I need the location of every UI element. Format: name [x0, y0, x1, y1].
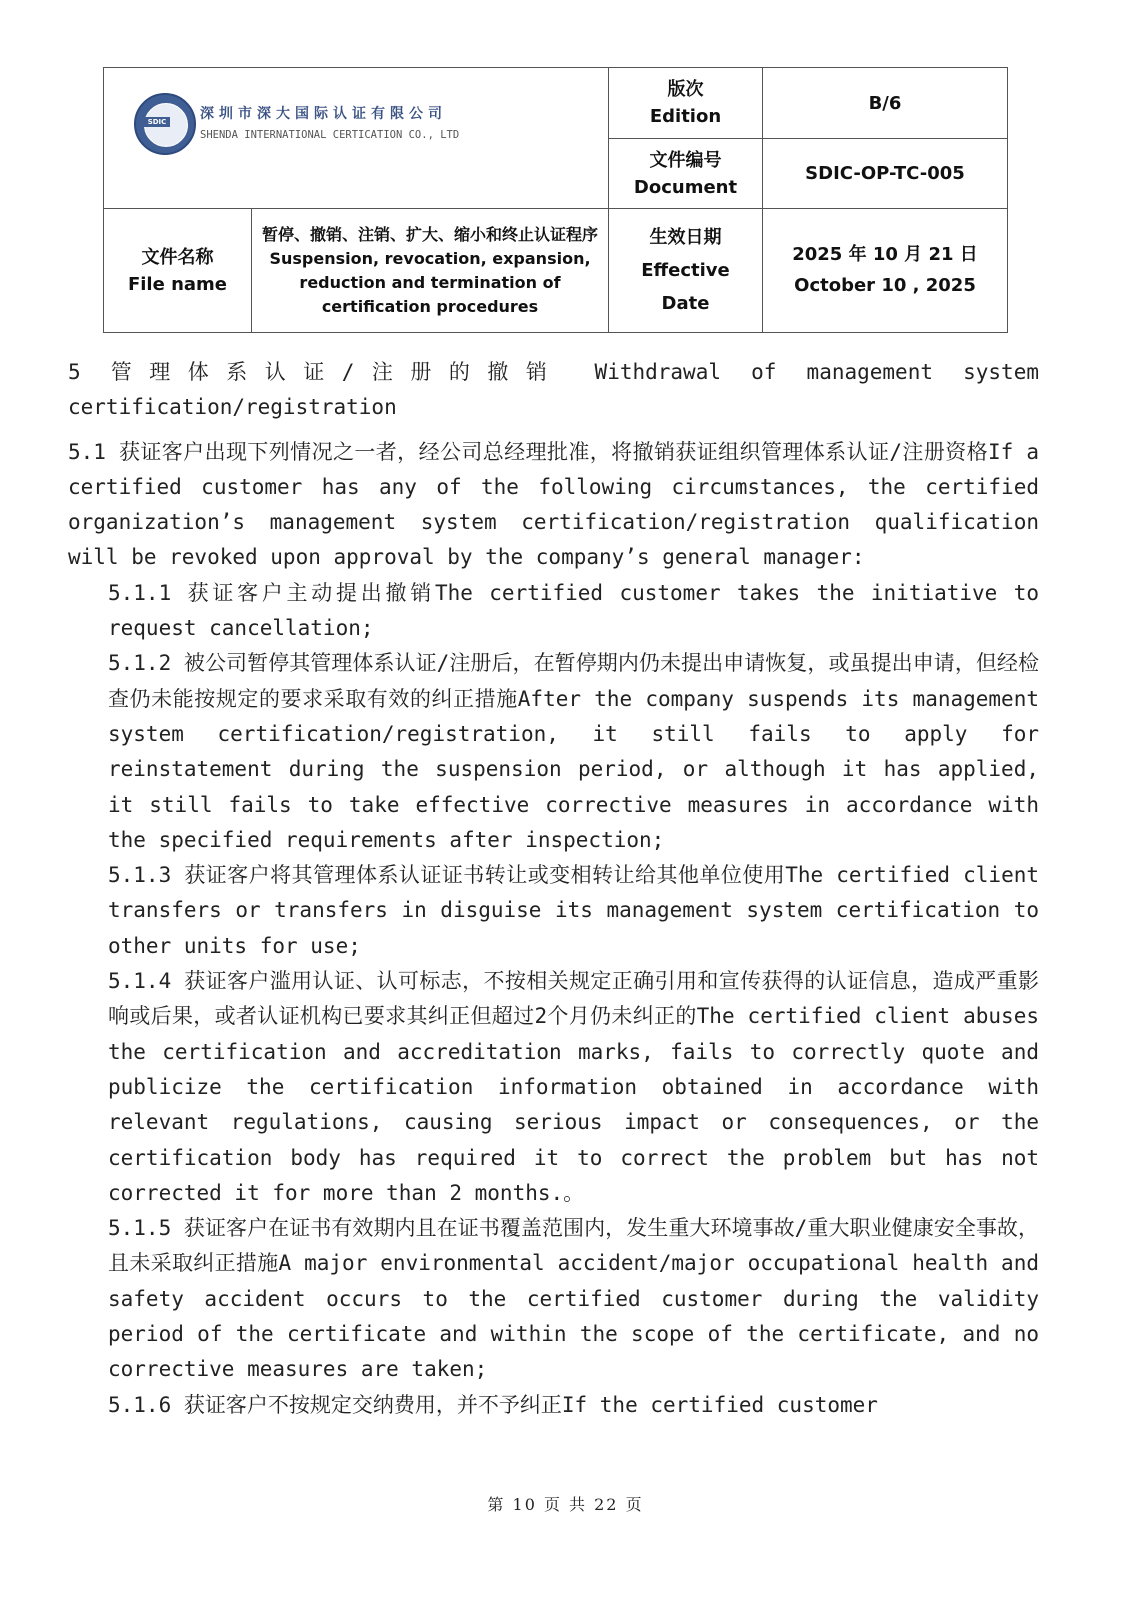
file-name-value: 暂停、撤销、注销、扩大、缩小和终止认证程序 Suspension, revocation, expansion, reduction and termination of certification procedures — [252, 209, 609, 333]
document-body — [68, 355, 1039, 1423]
clause-item: 5.1.6 获证客户不按规定交纳费用，并不予纠正If the certified customer — [108, 1392, 878, 1417]
document-header-table — [103, 67, 1008, 333]
company-name-en: SHENDA INTERNATIONAL CERTICATION CO., LTD — [200, 129, 460, 142]
edition-value: B/6 — [763, 68, 1008, 139]
clause-5-1: 5.1 获证客户出现下列情况之一者，经公司总经理批准，将撤销获证组织管理体系认证/注册资格If a certified customer has any of the following circumstances, the certified organization’s management system certification/registration qualification will be revoked upon approval by the company’s general manager: — [68, 439, 1039, 570]
clause-item: 5.1.1 获证客户主动提出撤销The certified customer takes the initiative to request cancellation; — [108, 580, 1039, 641]
clause-item: 5.1.4 获证客户滥用认证、认可标志，不按相关规定正确引用和宣传获得的认证信息，造成严重影响或后果，或者认证机构已要求其纠正但超过2个月仍未纠正的The certified client abuses the certification and accreditation marks, fails to correctly quote and publicize the certification information obtained in accordance with relevant regulations, causing serious impact or consequences, or the certification body has required it to correct the problem but has not corrected it for more than 2 months.。 — [108, 969, 1039, 1205]
company-brand — [134, 93, 459, 155]
company-logo-icon — [134, 93, 196, 155]
document-number-label: 文件编号 Document — [609, 139, 763, 209]
clause-item: 5.1.5 获证客户在证书有效期内且在证书覆盖范围内，发生重大环境事故/重大职业健康安全事故，且未采取纠正措施A major environmental accident/major occupational health and safety accident occurs to the certified customer during the validity period of the certificate and within the scope of the certificate, and no corrective measures are taken; — [108, 1216, 1039, 1382]
clause-item: 5.1.3 获证客户将其管理体系认证证书转让或变相转让给其他单位使用The certified client transfers or transfers in disguise its management system certification to other units for use; — [108, 863, 1039, 958]
logo-text: SDIC — [144, 117, 170, 127]
file-name-label: 文件名称 File name — [104, 209, 252, 333]
page-indicator: 第 10 页 共 22 页 — [487, 1495, 644, 1514]
clause-item: 5.1.2 被公司暂停其管理体系认证/注册后，在暂停期内仍未提出申请恢复，或虽提出申请，但经检查仍未能按规定的要求采取有效的纠正措施After the company suspends its management system certification/registration, it still fails to apply for reinstatement during the suspension period, or although it has applied, it still fails to take effective corrective measures in accordance with the specified requirements after inspection; — [108, 651, 1039, 852]
company-name-cn: 深圳市深大国际认证有限公司 — [200, 106, 447, 123]
logo-cell — [104, 68, 609, 209]
section-title: 5 管理体系认证/注册的撤销 Withdrawal of management system certification/registration — [68, 360, 1039, 420]
effective-date-label: 生效日期 Effective Date — [609, 209, 763, 333]
edition-label: 版次 Edition — [609, 68, 763, 139]
document-number-value: SDIC-OP-TC-005 — [763, 139, 1008, 209]
effective-date-value: 2025 年 10 月 21 日 October 10 , 2025 — [763, 209, 1008, 333]
